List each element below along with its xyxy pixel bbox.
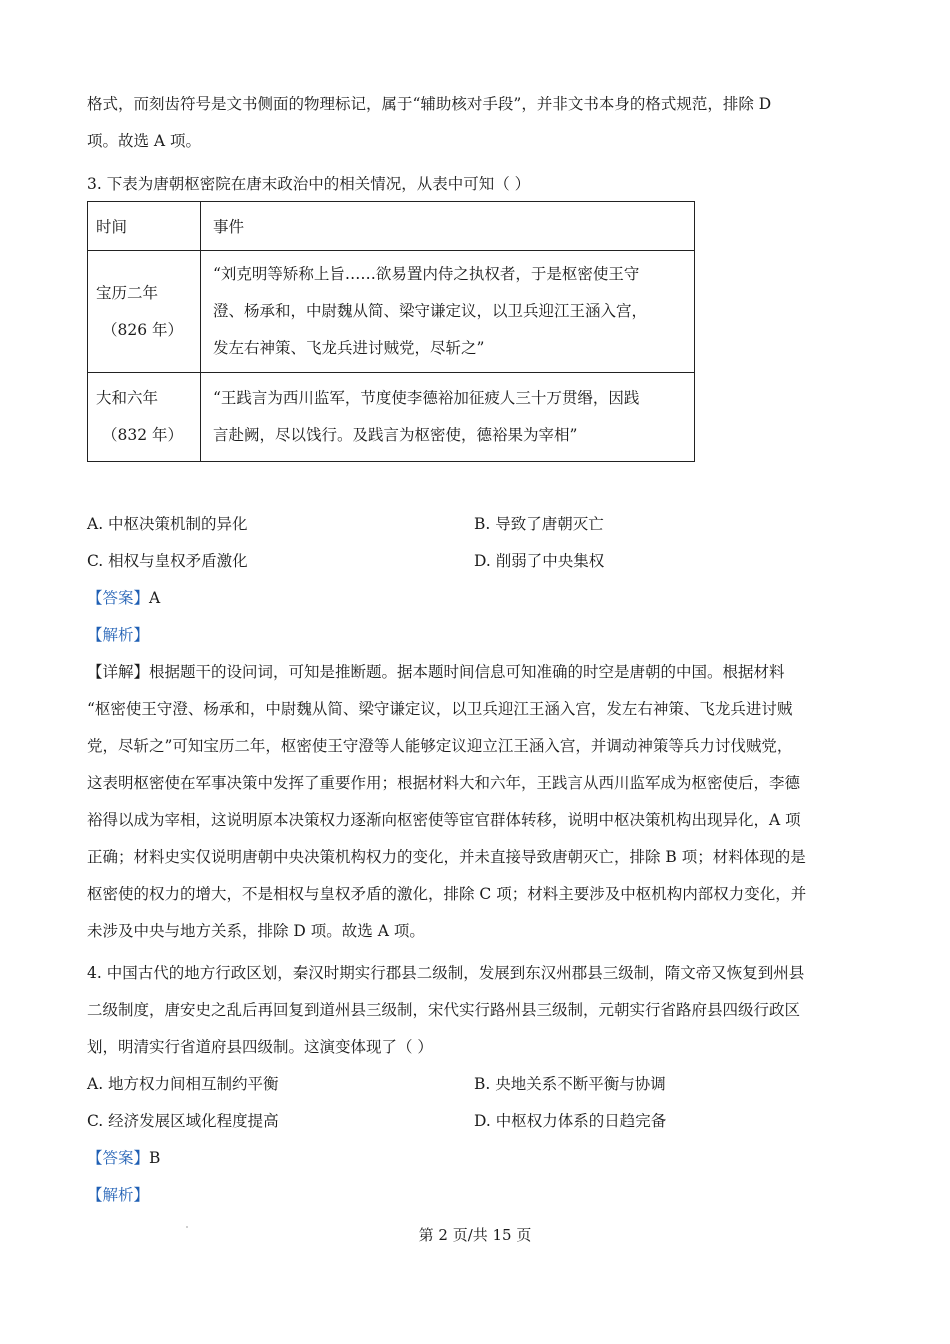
q3-answer-value: A [149,589,161,607]
q3-detail-line-1 [87,660,785,682]
q3-table-event-cell [201,251,695,373]
q3-table-event-cell [201,373,695,462]
q3-detail-tag: 【详解】 [87,663,150,681]
q3-row1-time-line1: 宝历二年 [96,283,159,302]
q3-row2-event-line2: 言赴阙，尽以饯行。及践言为枢密使，德裕果为宰相” [213,426,578,444]
q3-detail-line-3: 党，尽斩之”可知宝历二年，枢密使王守澄等人能够定议迎立江王涵入宫，并调动神策等兵力讨伐贼党， [87,737,793,755]
q3-table-row [88,251,695,373]
q3-row1-time-line2: （826 年） [102,320,184,339]
page-number-footer: 第 2 页/共 15 页 [418,1226,532,1244]
q3-option-c: C. 相权与皇权矛盾激化 [87,552,248,570]
q4-answer [87,1146,160,1168]
q4-answer-tag: 【答案】 [87,1149,150,1167]
q3-table-time-cell [88,373,201,462]
q3-analysis-tag: 【解析】 [87,626,150,644]
q4-analysis-tag: 【解析】 [87,1186,150,1204]
q3-table-time-cell [88,251,201,373]
carryover-line-1: 格式，而刻齿符号是文书侧面的物理标记，属于“辅助核对手段”，并非文书本身的格式规范，排除 D [87,95,772,113]
q4-stem-line-1: 4. 中国古代的地方行政区划，秦汉时期实行郡县二级制，发展到东汉州郡县三级制，隋文帝又恢复到州县 [87,964,805,982]
q3-detail-line-6: 正确；材料史实仅说明唐朝中央决策机构权力的变化，并未直接导致唐朝灭亡，排除 B 项；材料体现的是 [87,848,806,866]
q3-row1-event-line3: 发左右神策、飞龙兵进讨贼党，尽斩之” [213,339,485,357]
q3-answer [87,586,160,608]
q3-option-d: D. 削弱了中央集权 [474,552,605,570]
q3-detail-line-2: “枢密使王守澄、杨承和，中尉魏从简、梁守谦定议，以卫兵迎江王涵入宫，发左右神策、飞龙兵进讨贼 [87,700,793,718]
q3-answer-tag: 【答案】 [87,589,150,607]
q4-stem-line-2: 二级制度，唐安史之乱后再回复到道州县三级制，宋代实行路州县三级制，元朝实行省路府县四级行政区 [87,1001,801,1019]
q3-row2-event-line1: “王践言为西川监军，节度使李德裕加征疲人三十万贯缗，因践 [213,389,640,407]
q3-detail-line-4: 这表明枢密使在军事决策中发挥了重要作用；根据材料大和六年，王践言从西川监军成为枢密使后，李德 [87,774,801,792]
q3-table [87,201,695,462]
q3-table-header-time: 时间 [88,202,201,251]
q3-detail-line-8: 未涉及中央与地方关系，排除 D 项。故选 A 项。 [87,922,425,940]
q3-stem: 3. 下表为唐朝枢密院在唐末政治中的相关情况，从表中可知（ ） [87,175,531,193]
q4-option-c: C. 经济发展区域化程度提高 [87,1112,279,1130]
q4-option-a: A. 地方权力间相互制约平衡 [87,1075,279,1093]
q3-table-header-row [88,202,695,251]
q4-option-d: D. 中枢权力体系的日趋完备 [474,1112,667,1130]
q3-option-b: B. 导致了唐朝灭亡 [474,515,604,533]
q3-table-header-event: 事件 [201,202,695,251]
q3-row2-time-line1: 大和六年 [96,389,159,407]
q3-detail-text-1: 根据题干的设问词，可知是推断题。据本题时间信息可知准确的时空是唐朝的中国。根据材料 [149,663,785,681]
carryover-line-2: 项。故选 A 项。 [87,132,202,150]
q3-row1-event-line2: 澄、杨承和，中尉魏从简、梁守谦定议，以卫兵迎江王涵入宫， [213,302,648,320]
q4-option-b: B. 央地关系不断平衡与协调 [474,1075,666,1093]
q3-option-a: A. 中枢决策机制的异化 [87,515,248,533]
q3-detail-line-5: 裕得以成为宰相，这说明原本决策权力逐渐向枢密使等宦官群体转移，说明中枢决策机构出现异化，A 项 [87,811,801,829]
q3-detail-line-7: 枢密使的权力的增大，不是相权与皇权矛盾的激化，排除 C 项；材料主要涉及中枢机构内部权力变化，并 [87,885,807,903]
q3-row1-event-line1: “刘克明等矫称上旨……欲易置内侍之执权者，于是枢密使王守 [213,265,640,283]
q3-table-row [88,373,695,462]
q4-answer-value: B [149,1149,161,1167]
q3-row2-time-line2: （832 年） [102,426,184,444]
q4-stem-line-3: 划，明清实行省道府县四级制。这演变体现了（ ） [87,1038,433,1056]
